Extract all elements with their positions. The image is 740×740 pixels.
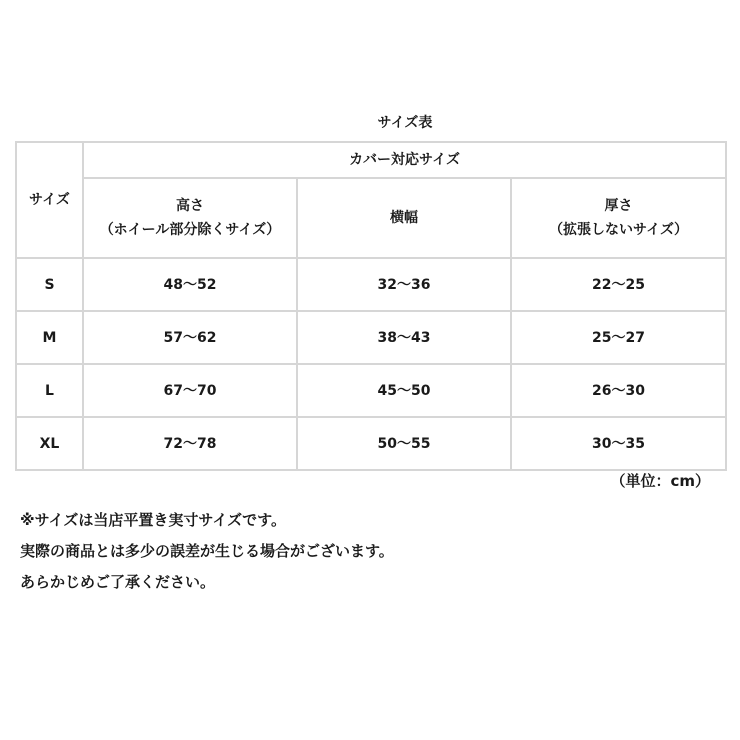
height-cell: 72～78 [83, 417, 297, 470]
thickness-header-cell [511, 178, 726, 258]
width-cell: 32～36 [297, 258, 511, 311]
size-header-cell: サイズ [16, 142, 83, 258]
table-title: サイズ表 [377, 115, 433, 131]
width-cell: 50～55 [297, 417, 511, 470]
width-cell: 45～50 [297, 364, 511, 417]
size-cell: S [16, 258, 83, 311]
table-header-row [16, 142, 726, 178]
cover-size-header-cell: カバー対応サイズ [83, 142, 726, 178]
height-header-note: （ホイール部分除くサイズ） [99, 222, 281, 238]
table-row [16, 258, 726, 311]
table-row [16, 311, 726, 364]
size-cell: L [16, 364, 83, 417]
note-line: 実際の商品とは多少の誤差が生じる場合がございます。 [20, 542, 394, 560]
unit-label: （単位：cm） [610, 472, 710, 490]
height-header-cell [83, 178, 297, 258]
thickness-cell: 30～35 [511, 417, 726, 470]
width-header-cell [297, 178, 511, 258]
size-table [15, 141, 727, 471]
thickness-header-note: （拡張しないサイズ） [549, 222, 688, 238]
width-header-label: 横幅 [390, 210, 418, 226]
height-cell: 48～52 [83, 258, 297, 311]
height-cell: 67～70 [83, 364, 297, 417]
height-cell: 57～62 [83, 311, 297, 364]
thickness-cell: 22～25 [511, 258, 726, 311]
notes [20, 505, 394, 598]
height-header-label: 高さ [176, 198, 204, 214]
thickness-cell: 25～27 [511, 311, 726, 364]
note-line: あらかじめご了承ください。 [20, 573, 216, 591]
width-cell: 38～43 [297, 311, 511, 364]
note-line: ※サイズは当店平置き実寸サイズです。 [20, 511, 286, 529]
table-row [16, 417, 726, 470]
size-cell: XL [16, 417, 83, 470]
table-subheader-row [16, 178, 726, 258]
table-row [16, 364, 726, 417]
thickness-cell: 26～30 [511, 364, 726, 417]
size-cell: M [16, 311, 83, 364]
thickness-header-label: 厚さ [604, 198, 633, 214]
